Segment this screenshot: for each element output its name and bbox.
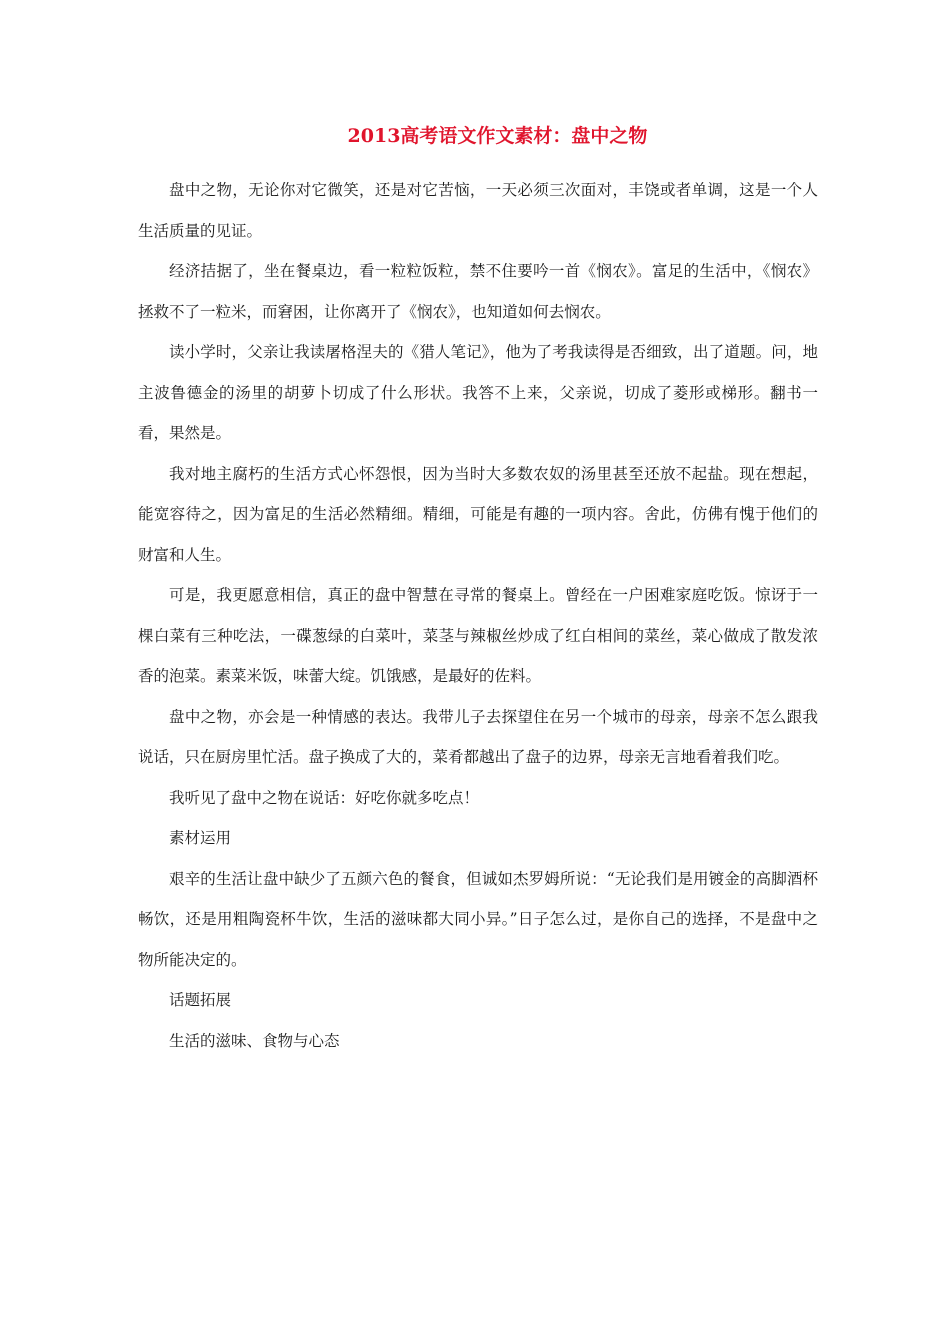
paragraph: 可是，我更愿意相信，真正的盘中智慧在寻常的餐桌上。曾经在一户困难家庭吃饭。惊讶于一棵白菜有三种吃法，一碟葱绿的白菜叶，菜茎与辣椒丝炒成了红白相间的菜丝，菜心做成了散发浓香的泡菜。素菜米饭，味蕾大绽。饥饿感，是最好的佐料。	[138, 586, 818, 685]
section-heading-material-use: 素材运用	[169, 829, 232, 847]
paragraph: 生活的滋味、食物与心态	[169, 1031, 340, 1050]
paragraph: 经济拮据了，坐在餐桌边，看一粒粒饭粒，禁不住要吟一首《悯农》。富足的生活中，《悯农》拯救不了一粒米，而窘困，让你离开了《悯农》，也知道如何去悯农。	[138, 262, 818, 321]
paragraph: 读小学时，父亲让我读屠格涅夫的《猎人笔记》，他为了考我读得是否细致，出了道题。问，地主波鲁德金的汤里的胡萝卜切成了什么形状。我答不上来，父亲说，切成了菱形或梯形。翻书一看，果然是。	[138, 343, 818, 442]
section-heading-topic-extension: 话题拓展	[169, 991, 232, 1009]
paragraph: 盘中之物，亦会是一种情感的表达。我带儿子去探望住在另一个城市的母亲，母亲不怎么跟我说话，只在厨房里忙活。盘子换成了大的，菜肴都越出了盘子的边界，母亲无言地看着我们吃。	[138, 707, 818, 766]
paragraph: 我对地主腐朽的生活方式心怀怨恨，因为当时大多数农奴的汤里甚至还放不起盐。现在想起，能宽容待之，因为富足的生活必然精细。精细，可能是有趣的一项内容。舍此，仿佛有愧于他们的财富和人生。	[138, 464, 818, 564]
document-body	[138, 170, 818, 1061]
paragraph: 我听见了盘中之物在说话：好吃你就多吃点！	[169, 788, 480, 807]
document-title: 2013高考语文作文素材：盘中之物	[347, 125, 648, 147]
paragraph: 艰辛的生活让盘中缺少了五颜六色的餐食，但诚如杰罗姆所说：“无论我们是用镀金的高脚酒杯畅饮，还是用粗陶瓷杯牛饮，生活的滋味都大同小异。”日子怎么过，是你自己的选择，不是盘中之物所能决定的。	[138, 869, 818, 969]
paragraph: 盘中之物，无论你对它微笑，还是对它苦恼，一天必须三次面对，丰饶或者单调，这是一个人生活质量的见证。	[138, 181, 818, 240]
